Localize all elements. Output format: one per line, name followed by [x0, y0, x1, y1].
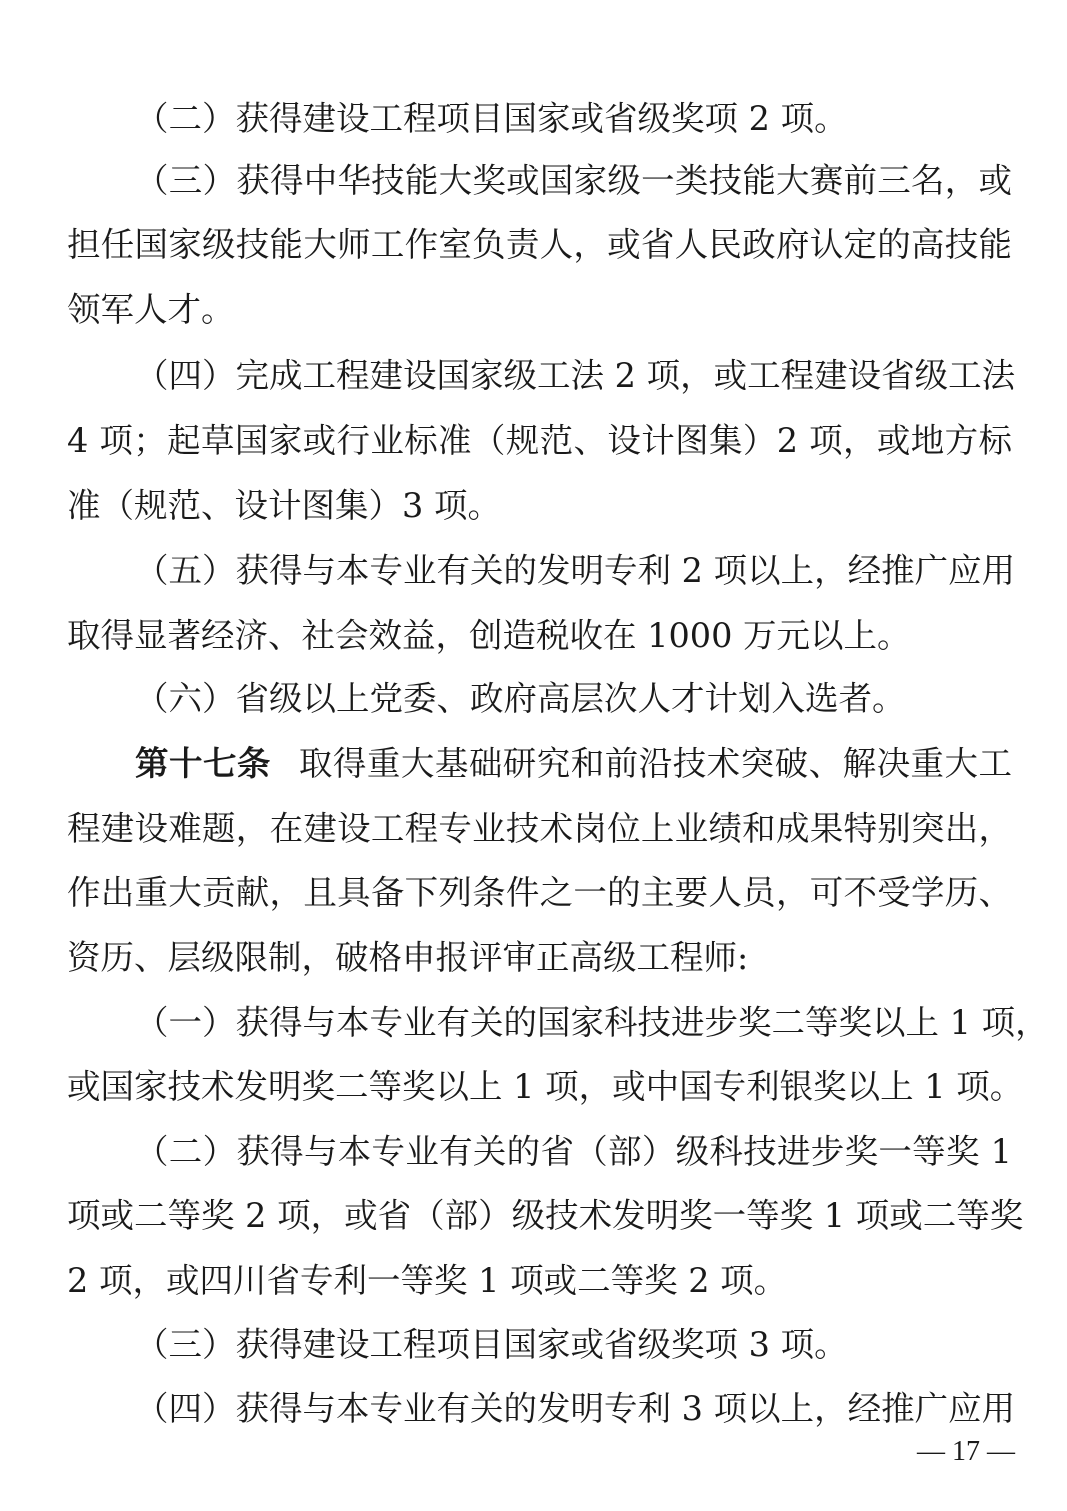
paragraph-line: （五）获得与本专业有关的发明专利 2 项以上，经推广应用	[135, 551, 1016, 590]
paragraph-line: 2 项，或四川省专利一等奖 1 项或二等奖 2 项。	[67, 1261, 788, 1300]
page-number: — 17 —	[917, 1436, 1015, 1467]
paragraph-line: 项或二等奖 2 项，或省（部）级技术发明奖一等奖 1 项或二等奖	[67, 1196, 1024, 1235]
paragraph-line: （六）省级以上党委、政府高层次人才计划入选者。	[135, 679, 906, 718]
article-title: 第十七条	[135, 744, 271, 783]
paragraph-line: 程建设难题，在建设工程专业技术岗位上业绩和成果特别突出，	[67, 809, 1012, 848]
article-heading-line	[135, 732, 1012, 796]
paragraph-line: （一）获得与本专业有关的国家科技进步奖二等奖以上 1 项，	[135, 1003, 1049, 1042]
paragraph-line: 或国家技术发明奖二等奖以上 1 项，或中国专利银奖以上 1 项。	[67, 1067, 1024, 1106]
paragraph-line: （二）获得建设工程项目国家或省级奖项 2 项。	[135, 99, 848, 138]
paragraph-line: 领军人才。	[67, 290, 235, 329]
paragraph-line: （四）完成工程建设国家级工法 2 项，或工程建设省级工法	[135, 356, 1016, 395]
paragraph-line: （二）获得与本专业有关的省（部）级科技进步奖一等奖 1	[135, 1132, 1012, 1171]
paragraph-line: 准（规范、设计图集）3 项。	[67, 486, 501, 525]
paragraph-line: 作出重大贡献，且具备下列条件之一的主要人员，可不受学历、	[67, 873, 1012, 912]
paragraph-line: （四）获得与本专业有关的发明专利 3 项以上，经推广应用	[135, 1389, 1016, 1428]
article-text: 取得重大基础研究和前沿技术突破、解决重大工	[298, 744, 1013, 783]
paragraph-line: 资历、层级限制，破格申报评审正高级工程师:	[67, 938, 749, 977]
paragraph-line: 4 项；起草国家或行业标准（规范、设计图集）2 项，或地方标	[67, 421, 1012, 460]
paragraph-line: （三）获得建设工程项目国家或省级奖项 3 项。	[135, 1325, 848, 1364]
paragraph-line: （三）获得中华技能大奖或国家级一类技能大赛前三名，或	[135, 161, 1012, 200]
paragraph-line: 取得显著经济、社会效益，创造税收在 1000 万元以上。	[67, 616, 911, 655]
paragraph-line: 担任国家级技能大师工作室负责人，或省人民政府认定的高技能	[67, 225, 1012, 264]
